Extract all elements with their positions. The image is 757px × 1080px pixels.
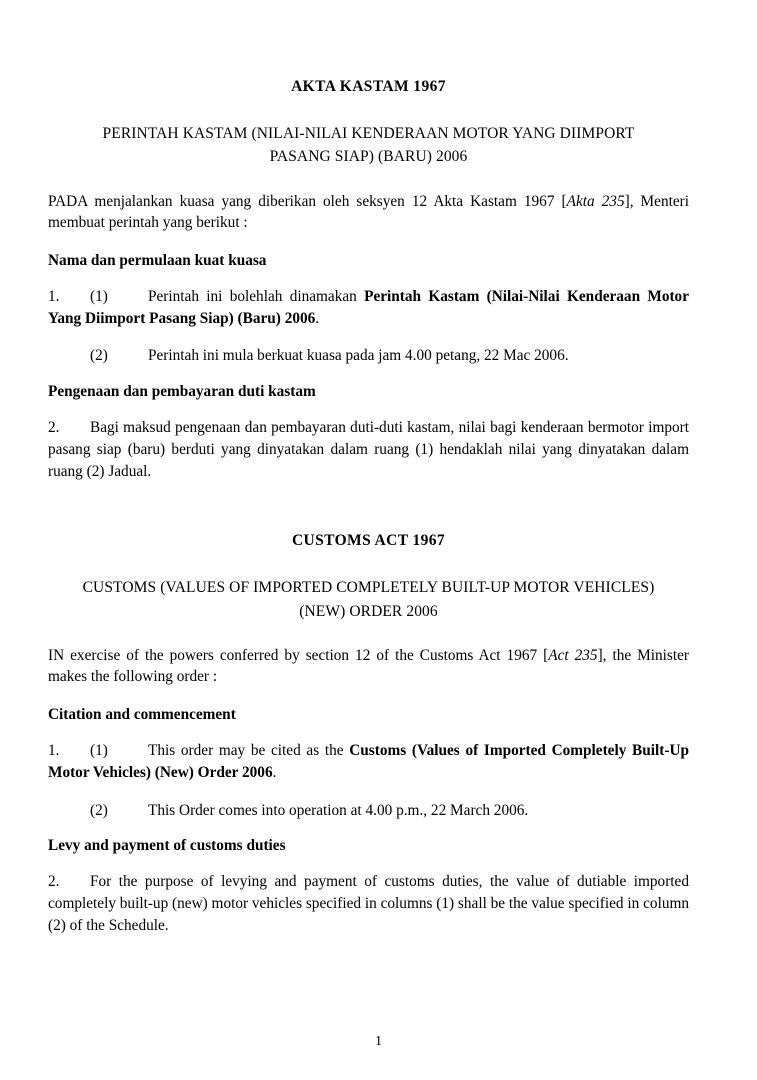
malay-heading-citation: Nama dan permulaan kuat kuasa [48,251,267,269]
english-item-1-2 [90,800,689,822]
malay-item-1-text-bold: Perintah Kastam (Nilai-Nilai Kenderaan Motor Yang Diimport Pasang Siap) (Baru) 2006 [48,287,689,327]
english-act-title: CUSTOMS ACT 1967 [291,532,446,550]
english-preamble-part2: ], the Minister makes the following order : [48,646,689,686]
malay-heading-levy: Pengenaan dan pembayaran duti kastam [48,383,316,401]
malay-order-title-line1: PERINTAH KASTAM (NILAI-NILAI KENDERAAN MOTOR YANG DIIMPORT [102,125,635,142]
malay-item-2-text: Bagi maksud pengenaan dan pembayaran duti-duti kastam, nilai bagi kenderaan bermotor import pasang siap (baru) berduti yang dinyatakan dalam ruang (1) hendaklah nilai yang dinyatakan dalam ruang (2) Jadual. [48,419,689,480]
section-divider [48,498,689,532]
malay-item-1-text-part2: . [315,309,320,327]
malay-preamble-citation: Akta 235 [566,192,625,210]
english-item-2-number: 2. [48,873,60,891]
malay-preamble [48,191,689,234]
malay-item-1-sub: (1) [90,287,108,305]
english-heading-citation: Citation and commencement [48,706,236,724]
malay-act-title: AKTA KASTAM 1967 [291,78,446,95]
english-order-title-line2: (NEW) ORDER 2006 [299,602,438,620]
english-item-1-text-bold: Customs (Values of Imported Completely Built-Up Motor Vehicles) (New) Order 2006 [48,742,690,781]
english-preamble-part1: IN exercise of the powers conferred by section 12 of the Customs Act 1967 [ [48,646,549,664]
english-item-1-text-part1: This order may be cited as the [148,742,350,760]
english-order-title-line1: CUSTOMS (VALUES OF IMPORTED COMPLETELY BUILT-UP MOTOR VEHICLES) [82,579,655,597]
malay-item-2 [48,417,689,482]
english-item-1-2-text: This Order comes into operation at 4.00 p.m., 22 March 2006. [148,801,529,819]
malay-item-1-2-text: Perintah ini mula berkuat kuasa pada jam 4.00 petang, 22 Mac 2006. [148,347,569,365]
page-number: 1 [375,1034,382,1049]
malay-order-title-line2: PASANG SIAP) (BARU) 2006 [269,148,468,166]
english-item-1-text-part2: . [272,763,277,781]
english-item-1-1 [48,740,689,783]
english-item-2 [48,871,689,936]
english-heading-levy: Levy and payment of customs duties [48,837,286,855]
english-preamble [48,645,689,688]
malay-item-1-2 [90,345,689,367]
malay-item-2-number: 2. [48,419,60,437]
english-item-1-sub: (1) [90,742,108,760]
malay-item-1-text-part1: Perintah ini bolehlah dinamakan [148,287,365,305]
english-item-2-text: For the purpose of levying and payment of customs duties, the value of dutiable imported completely built-up (new) motor vehicles specified in columns (1) shall be the value specified in column (2) of the Schedule. [48,873,690,934]
english-order-title [48,576,689,623]
malay-item-1-1 [48,286,689,329]
english-preamble-citation: Act 235 [548,646,598,664]
english-item-1-number: 1. [48,742,60,760]
english-item-1-2-sub: (2) [90,801,108,819]
malay-preamble-part2: ], Menteri membuat perintah yang berikut : [48,192,689,232]
malay-preamble-part1: PADA menjalankan kuasa yang diberikan oleh seksyen 12 Akta Kastam 1967 [ [48,192,567,210]
malay-item-1-number: 1. [48,287,60,305]
malay-order-title [48,122,689,169]
malay-item-1-2-sub: (2) [90,347,108,365]
